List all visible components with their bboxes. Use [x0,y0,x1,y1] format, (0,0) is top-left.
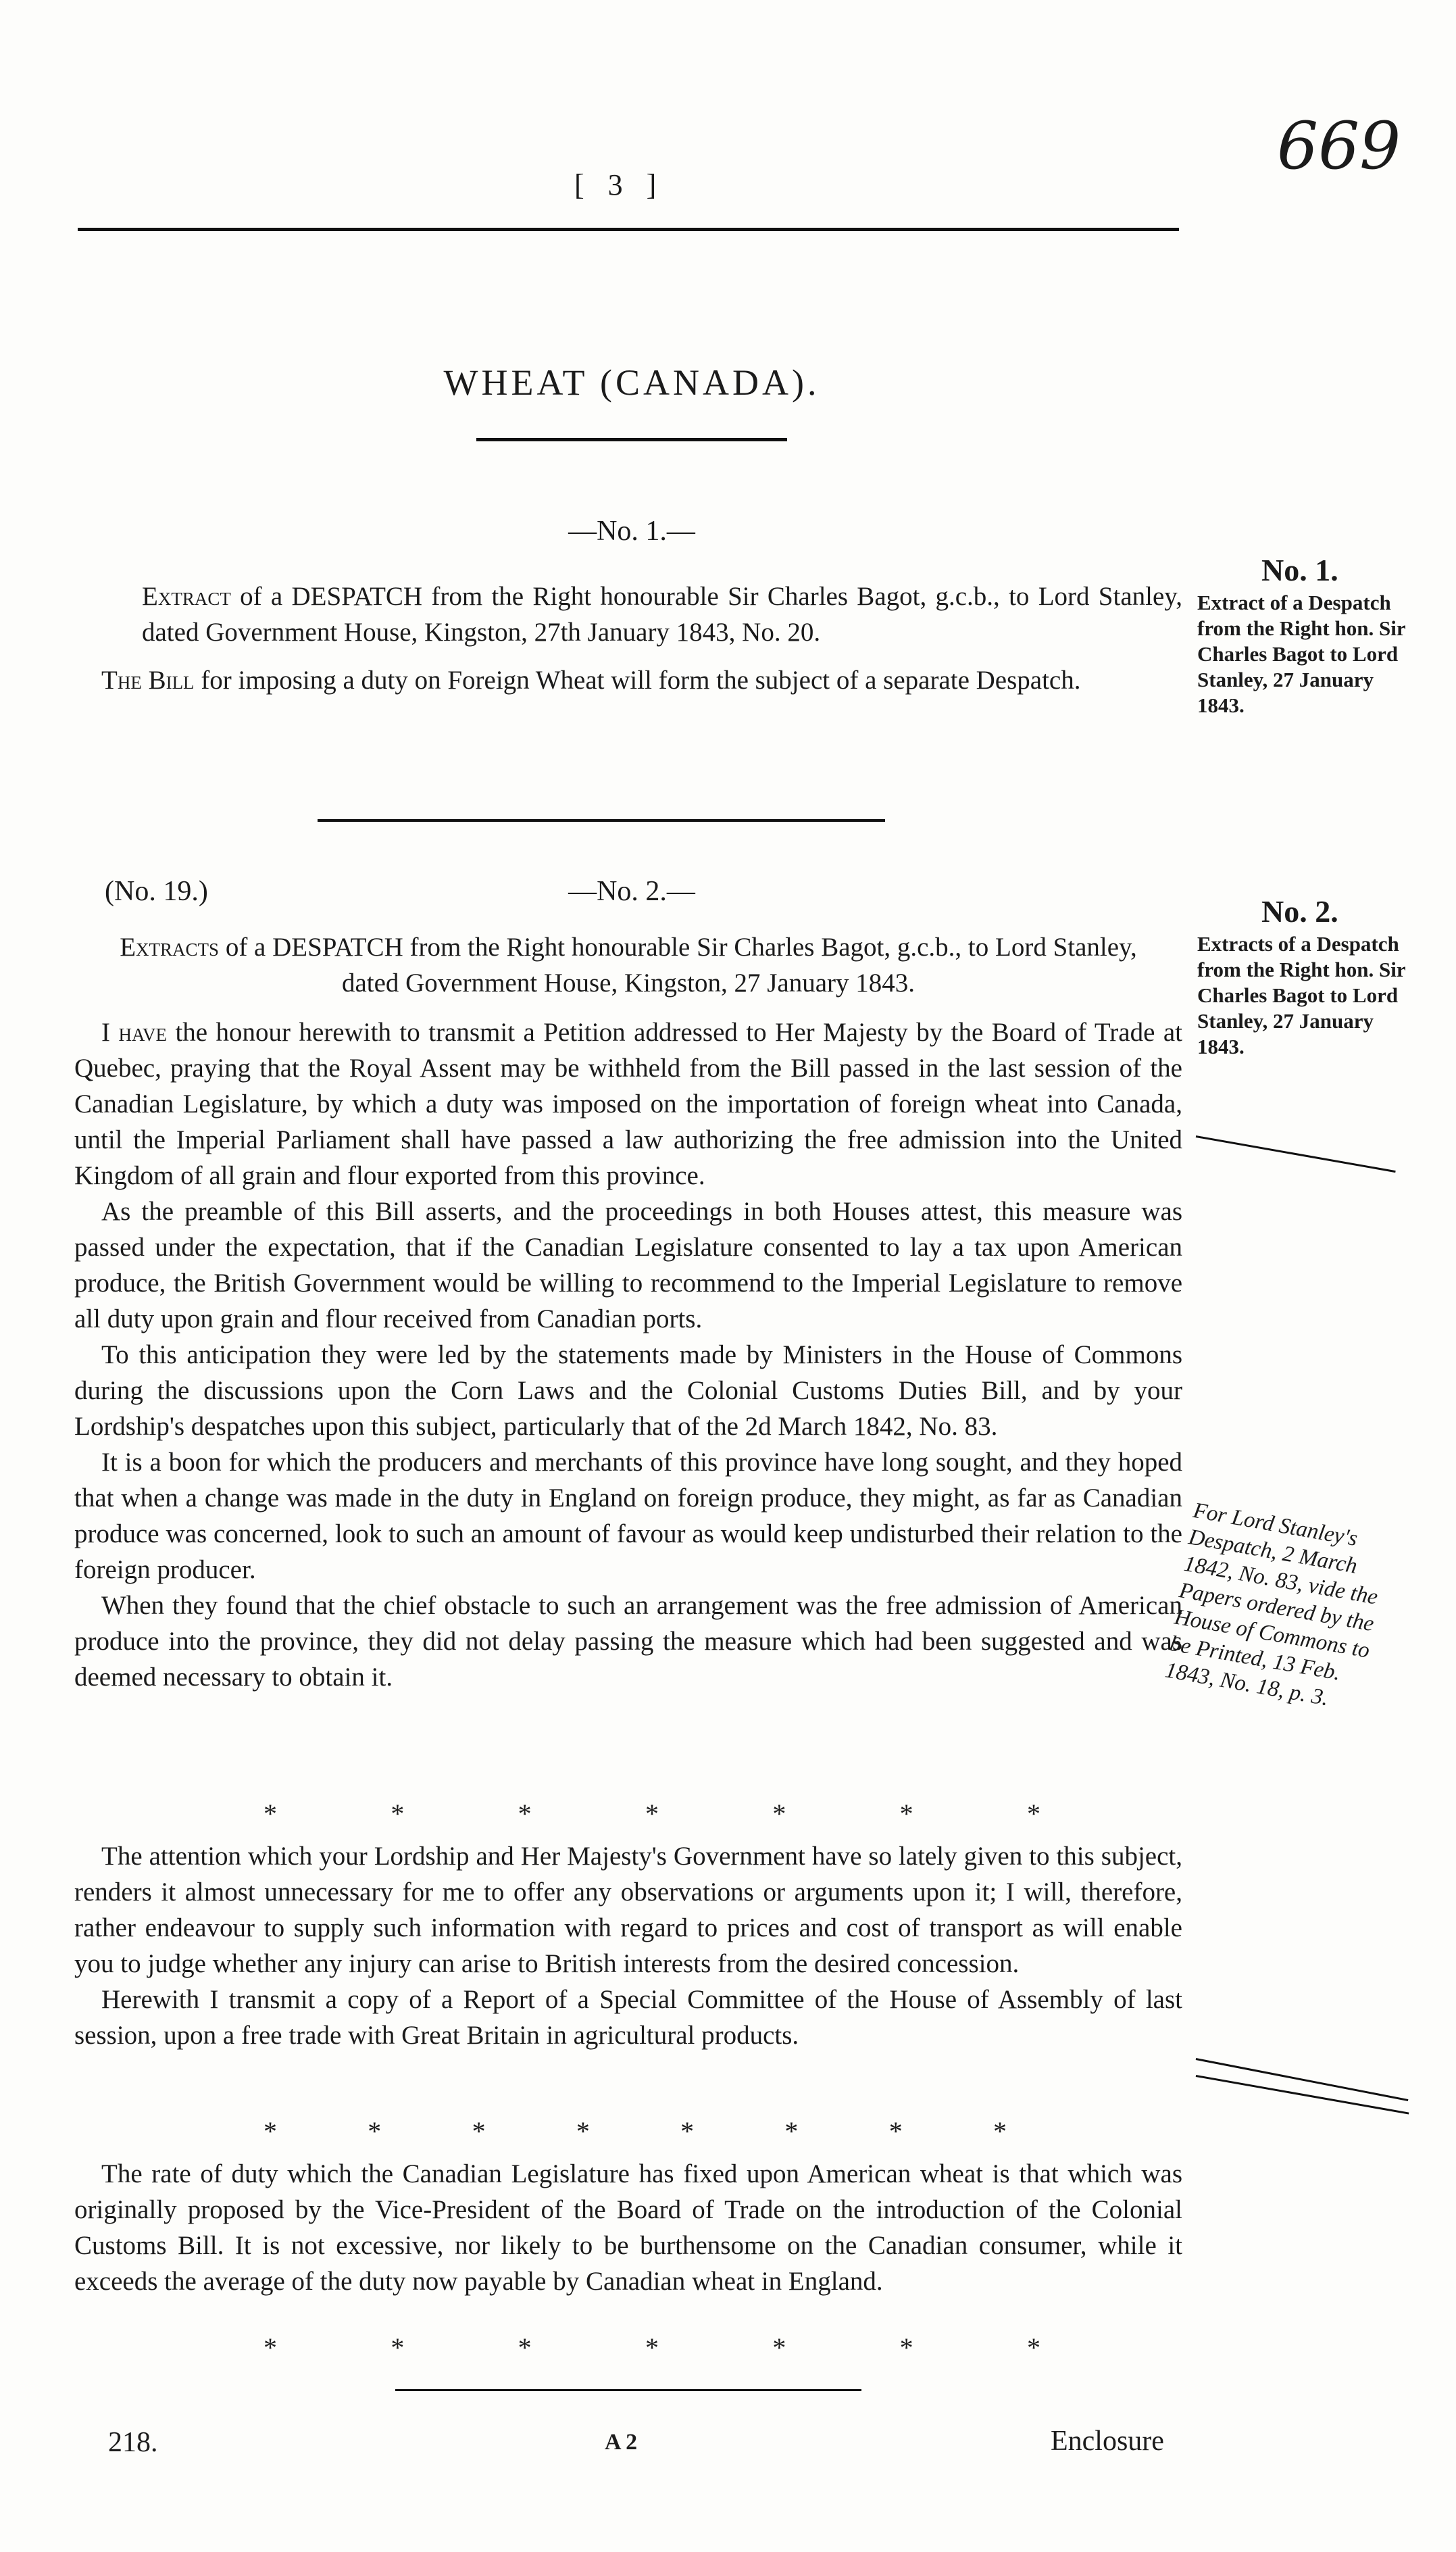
footer-catchword: Enclosure [1051,2426,1164,2457]
footer-sheet-mark: A 2 [605,2430,638,2455]
closing-rule [395,2389,861,2391]
doc1-body [74,579,1182,698]
doc2-body-cont [74,1838,1182,2053]
star: * [680,2116,695,2146]
doc2-paragraph-6: The attention which your Lordship and Her Majesty's Government have so lately given to this subject, renders it almost unnecessary for me to offer any observations or arguments upon it; I will, therefore, rather endeavour to supply such information with regard to prices and cost of transport as will enable you to judge whether any injury can arise to British interests from the desired concession. [74,1842,1182,1978]
star: * [263,1798,277,1829]
star: * [391,1798,405,1829]
star: * [899,2332,913,2363]
doc1-para-text: for imposing a duty on Foreign Wheat will form the subject of a separate Despatch. [194,666,1081,695]
star: * [368,2116,382,2146]
doc1-margin-text: Extract of a Despatch from the Right hon. Sir Charles Bagot to Lord Stanley, 27 January 1843. [1197,591,1406,717]
star: * [899,1798,913,1829]
footer-signature-number: 218. [108,2427,158,2458]
doc2-heading: —No. 2.— [568,876,695,907]
doc2-paragraph-3: To this anticipation they were led by the statements made by Ministers in the House of Commons during the discussions upon the Corn Laws and the Colonial Customs Duties Bill, and by your Lordship's despatches upon this subject, particularly that of the 2d March 1842, No. 83. [74,1340,1182,1441]
doc2-para1-text: the honour herewith to transmit a Petition addressed to Her Majesty by the Board of Trade at Quebec, praying that the Royal Assent may be withheld from the Bill passed in the last session of the Canadian Legislature, by which a duty was imposed on the importation of foreign wheat into Canada, until the Imperial Parliament shall have passed a law authorizing the free admission into the United Kingdom of all grain and flour exported from this province. [74,1018,1182,1190]
doc2-margin-number: No. 2. [1261,894,1338,929]
ellipsis-stars-2 [263,2115,1007,2147]
page-title: WHEAT (CANADA). [443,362,820,403]
doc1-intro [74,579,1182,650]
doc2-paragraph-7: Herewith I transmit a copy of a Report of a Special Committee of the House of Assembly of last session, upon a free trade with Great Britain in agricultural products. [74,1985,1182,2050]
doc2-intro [74,929,1182,1001]
doc1-margin-number: No. 1. [1261,553,1338,587]
doc2-margin-text: Extracts of a Despatch from the Right hon. Sir Charles Bagot to Lord Stanley, 27 January 1843. [1197,932,1406,1058]
star: * [784,2116,799,2146]
doc1-paragraph [74,662,1182,698]
star: * [772,1798,786,1829]
doc2-paragraph-2: As the preamble of this Bill asserts, and the proceedings in both Houses attest, this measure was passed under the expectation, that if the Canadian Legislature consented to lay a tax upon American produce, the British Government would be willing to recommend to the Imperial Legislature to remove all duty upon grain and flour received from Canadian ports. [74,1197,1182,1333]
doc2-number: (No. 19.) [105,876,208,907]
star: * [993,2116,1007,2146]
star: * [518,1798,532,1829]
doc2-para1-lead: I have [101,1018,167,1047]
doc2-intro-text: of a DESPATCH from the Right honourable Sir Charles Bagot, g.c.b., to Lord Stanley, dated Government House, Kingston, 27 January 1843. [219,933,1137,998]
doc2-body-end [74,2156,1182,2299]
star: * [263,2332,277,2363]
ellipsis-stars-3 [263,2332,1040,2363]
doc1-intro-prefix: Extract [142,582,231,611]
title-rule [476,438,787,441]
doc2-paragraph-1 [74,1014,1182,1194]
doc2-body [74,929,1182,1695]
star: * [645,1798,659,1829]
doc2-paragraph-8: The rate of duty which the Canadian Legislature has fixed upon American wheat is that which was originally proposed by the Vice-President of the Board of Trade on the introduction of the Colonial Customs Bill. It is not excessive, nor likely to be burthensome on the Canadian consumer, while it exceeds the average of the duty now payable by Canadian wheat in England. [74,2159,1182,2296]
doc2-margin-note [1197,892,1420,1060]
star: * [518,2332,532,2363]
ellipsis-stars-1 [263,1798,1040,1830]
doc2-intro-prefix: Extracts [120,933,220,962]
star: * [1026,1798,1040,1829]
star: * [645,2332,659,2363]
star: * [888,2116,903,2146]
margin-rule-1 [1196,1135,1396,1173]
star: * [1026,2332,1040,2363]
folio-number: 669 [1277,108,1401,184]
doc1-intro-text: of a DESPATCH from the Right honourable Sir Charles Bagot, g.c.b., to Lord Stanley, dated Government House, Kingston, 27th January 1843, No. 20. [142,582,1182,647]
doc2-side-note: For Lord Stanley's Despatch, 2 March 1842, No. 83, vide the Papers ordered by the House of Commons to be Printed, 13 Feb. 1843, No. 18, p. 3. [1163,1498,1380,1711]
section-divider [318,819,885,822]
star: * [391,2332,405,2363]
star: * [263,2116,277,2146]
doc1-para-lead: The Bill [101,666,195,695]
doc2-paragraph-4: It is a boon for which the producers and merchants of this province have long sought, and they hoped that when a change was made in the duty in England on foreign produce, they might, as far as Canadian produce was concerned, look to such an amount of favour as would keep undisturbed their relation to the foreign producer. [74,1448,1182,1584]
doc2-paragraph-5: When they found that the chief obstacle to such an arrangement was the free admission of American produce into the province, they did not delay passing the measure which had been suggested and was deemed necessary to obtain it. [74,1591,1182,1692]
star: * [472,2116,486,2146]
doc1-margin-note [1197,551,1420,718]
header-rule [78,228,1179,231]
page-number-bracket: [ 3 ] [574,168,665,201]
star: * [772,2332,786,2363]
star: * [576,2116,590,2146]
doc1-heading: —No. 1.— [568,516,695,547]
